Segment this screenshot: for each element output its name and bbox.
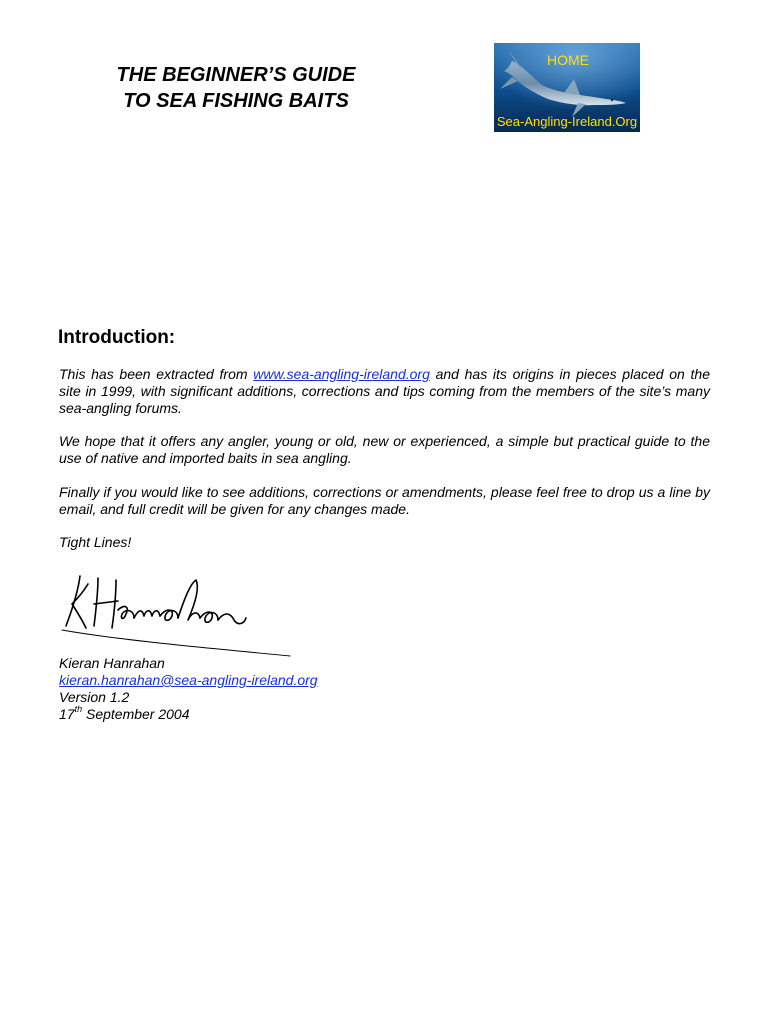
intro-paragraph-1-text-after: and has its origins in pieces placed on the site in 1999, with significant additions, corrections and tips coming from the members of the site’s many sea-angling forums. (59, 366, 710, 416)
version-label: Version 1.2 (59, 689, 130, 705)
section-heading-introduction: Introduction: (58, 327, 176, 348)
intro-paragraph-1-text-before: This has been extracted from (59, 366, 254, 382)
document-date (59, 706, 318, 723)
home-label[interactable]: HOME (547, 52, 589, 68)
author-name: Kieran Hanrahan (59, 655, 165, 671)
site-label: Sea-Angling-Ireland.Org (496, 114, 638, 129)
site-link[interactable]: www.sea-angling-ireland.org (253, 366, 430, 382)
handwritten-signature (58, 570, 294, 658)
intro-paragraph-2: We hope that it offers any angler, young or old, new or experienced, a simple but practical guide to the use of native and imported baits in sea angling. (59, 433, 710, 466)
intro-paragraph-3: Finally if you would like to see additions, corrections or amendments, please feel free to drop us a line by email, and full credit will be given for any changes made. (59, 484, 710, 517)
date-month-year: September 2004 (82, 706, 190, 722)
intro-paragraph-4: Tight Lines! (59, 534, 132, 550)
home-banner-link[interactable] (494, 43, 640, 132)
title-line-2: TO SEA FISHING BAITS (123, 90, 349, 112)
author-email-link[interactable]: kieran.hanrahan@sea-angling-ireland.org (59, 672, 318, 688)
date-ordinal: th (74, 704, 83, 715)
date-day: 17 (59, 706, 75, 722)
document-title (60, 62, 412, 114)
signoff-block (59, 655, 318, 723)
title-line-1: THE BEGINNER’S GUIDE (116, 64, 356, 86)
intro-paragraph-1 (59, 366, 710, 417)
